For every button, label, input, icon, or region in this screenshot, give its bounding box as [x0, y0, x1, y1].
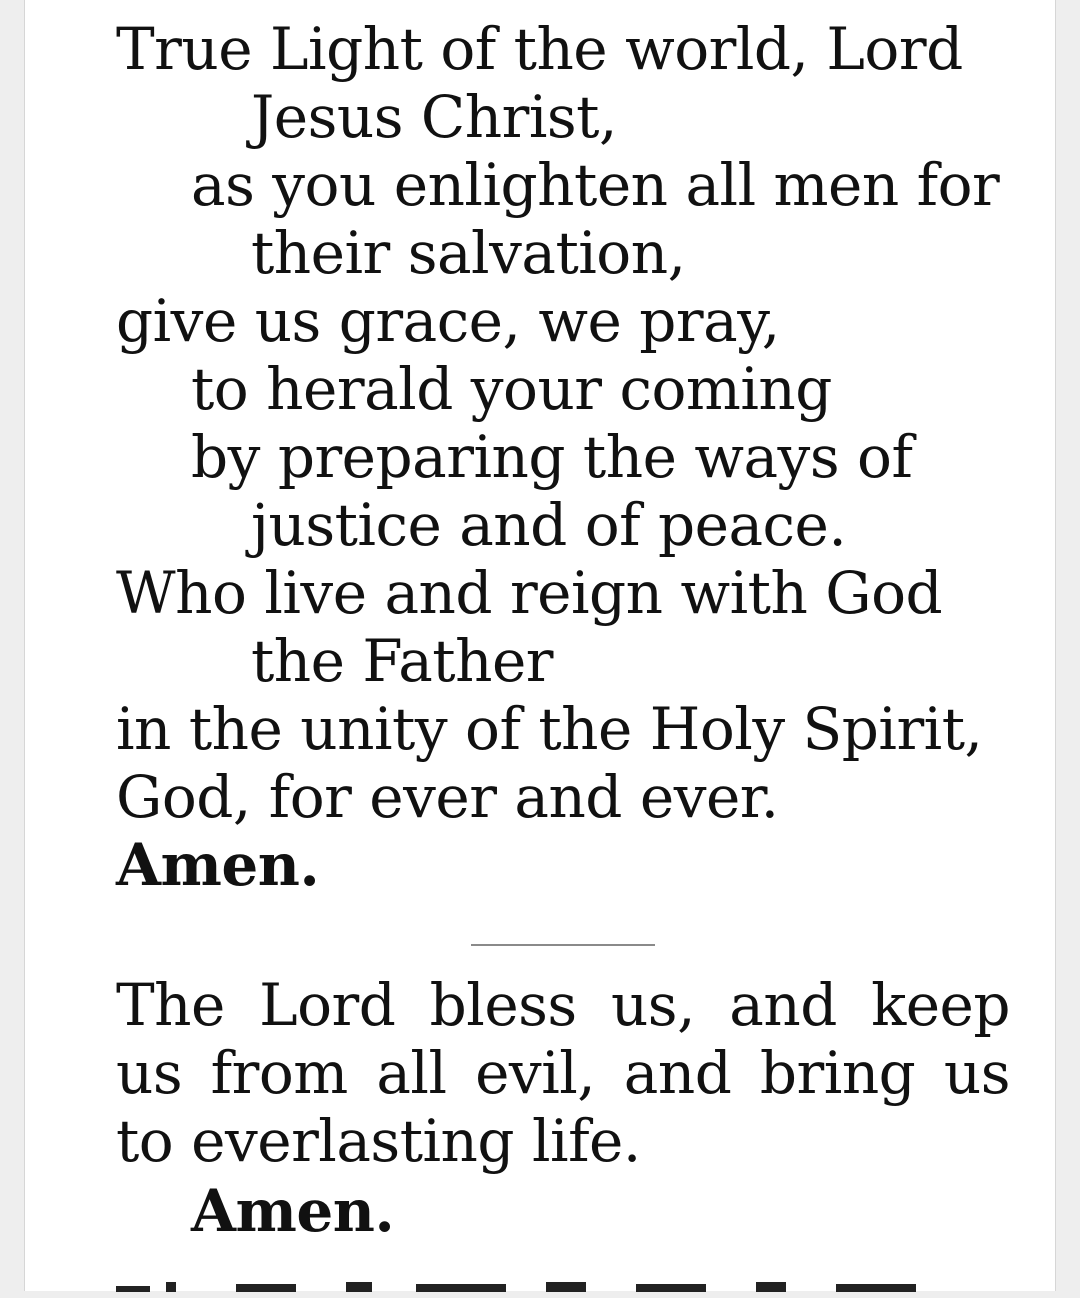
prayer-line: as you enlighten all men for	[191, 151, 1000, 219]
prayer-line: justice and of peace.	[251, 491, 847, 559]
prayer-line: Jesus Christ,	[251, 83, 617, 151]
blessing-amen: Amen.	[191, 1177, 395, 1245]
prayer-line: True Light of the world, Lord	[116, 15, 963, 83]
section-divider	[471, 944, 655, 946]
prayer-line: to herald your coming	[191, 355, 832, 423]
prayer-line: the Father	[251, 627, 554, 695]
prayer-line: God, for ever and ever.	[116, 763, 779, 831]
prayer-line: Who live and reign with God	[116, 559, 943, 627]
prayer-line: in the unity of the Holy Spirit,	[116, 695, 983, 763]
prayer-line: their salvation,	[251, 219, 686, 287]
prayer-amen: Amen.	[116, 831, 320, 899]
blessing-text: The Lord bless us, and keep us from all evil, and bring us to everlasting life.	[116, 971, 1010, 1175]
document-page	[24, 0, 1056, 1291]
prayer-line: by preparing the ways of	[191, 423, 913, 491]
prayer-line: give us grace, we pray,	[116, 287, 780, 355]
cut-off-next-line	[116, 1268, 996, 1298]
